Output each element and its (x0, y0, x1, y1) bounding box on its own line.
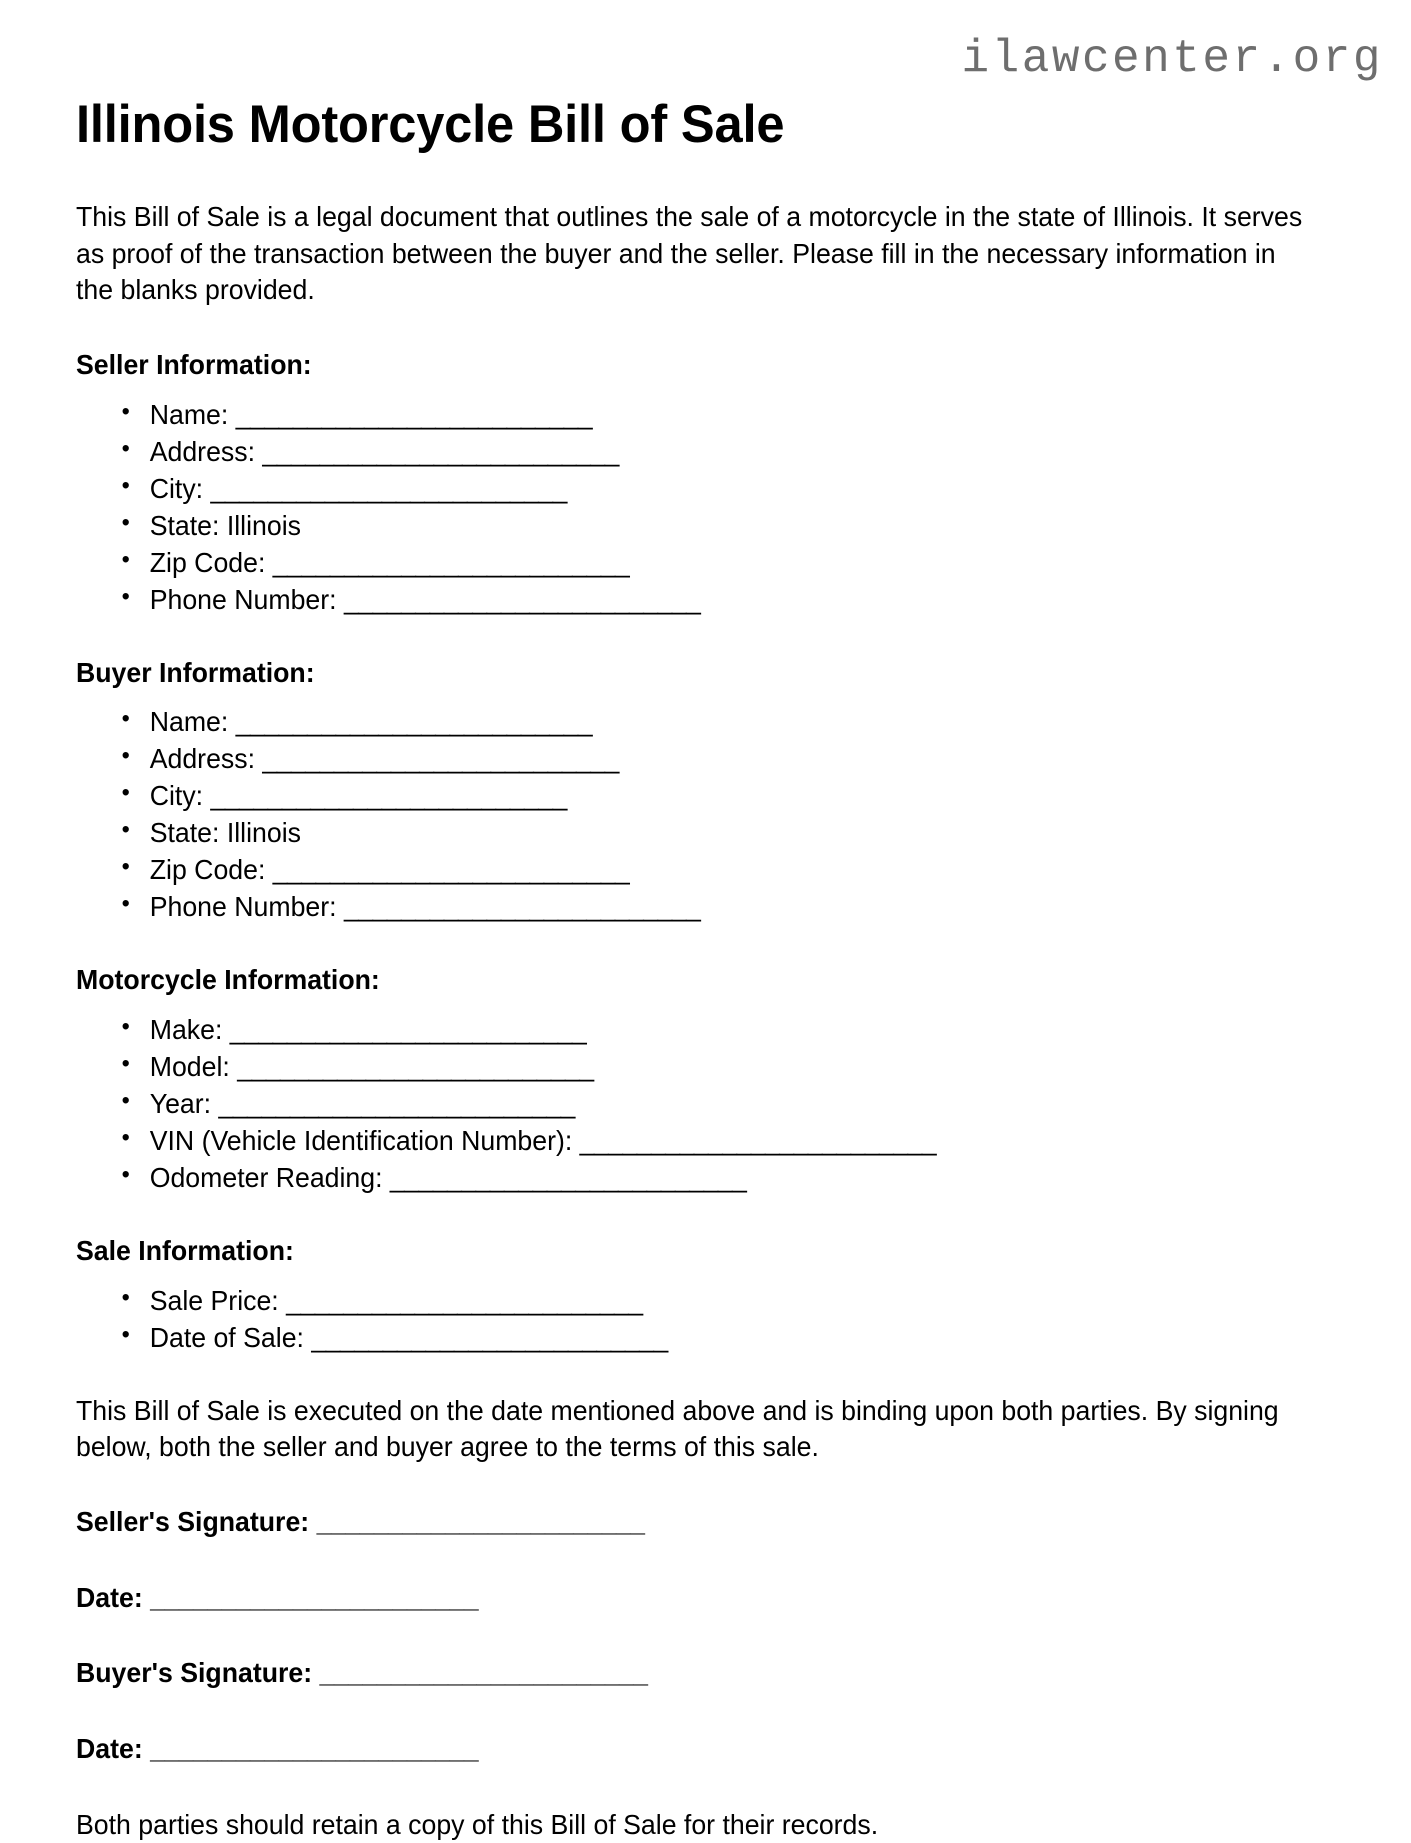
list-item (119, 1320, 1310, 1357)
section-heading-seller: Seller Information: (76, 348, 312, 380)
fill-in-blank[interactable]: _________________________ (262, 435, 619, 467)
fill-in-blank[interactable]: _________________________ (210, 472, 567, 504)
intro-paragraph: This Bill of Sale is a legal document that outlines the sale of a motorcycle in the state of Illinois. It serves as proof of the transaction between the buyer and the seller. Please fill in the necessary information in the blanks provided. (76, 201, 1303, 306)
field-label: Sale Price: (149, 1284, 279, 1316)
signature-label: Buyer's Signature: (76, 1657, 313, 1689)
fill-in-blank[interactable]: _________________________ (235, 706, 593, 738)
list-item (119, 1012, 1310, 1049)
field-label: City: (149, 780, 204, 812)
field-label: Year: (149, 1087, 212, 1119)
field-label: Address: (149, 435, 255, 467)
signature-blank[interactable]: _______________________ (316, 1505, 645, 1537)
field-label: Make: (149, 1013, 223, 1045)
list-item (119, 434, 1310, 471)
list-item (119, 889, 1310, 926)
list-item (119, 1049, 1310, 1086)
section-heading-motorcycle: Motorcycle Information: (76, 964, 380, 996)
signature-label: Seller's Signature: (76, 1505, 310, 1537)
signature-blank[interactable]: _______________________ (319, 1657, 648, 1689)
field-list-sale (76, 1283, 1310, 1357)
field-label: Odometer Reading: (149, 1161, 383, 1193)
fill-in-blank[interactable]: _________________________ (343, 583, 701, 615)
list-item (119, 397, 1310, 434)
fill-in-blank[interactable]: _________________________ (218, 1087, 575, 1119)
field-label: Address: (149, 743, 255, 775)
fill-in-blank[interactable]: _________________________ (235, 398, 593, 430)
list-item (119, 778, 1310, 815)
field-label: Name: (149, 398, 229, 430)
field-label: Zip Code: (149, 854, 266, 886)
fill-in-blank[interactable]: _________________________ (272, 854, 630, 886)
list-item (119, 545, 1310, 582)
fill-in-blank[interactable]: _________________________ (286, 1284, 643, 1316)
list-item (119, 1086, 1310, 1123)
field-label: VIN (Vehicle Identification Number): (149, 1124, 573, 1156)
section-heading-sale: Sale Information: (76, 1234, 294, 1266)
fill-in-blank[interactable]: _________________________ (343, 891, 701, 923)
list-item (119, 471, 1310, 508)
fill-in-blank[interactable]: _________________________ (229, 1013, 587, 1045)
signature-label: Date: (76, 1733, 143, 1764)
field-label: Name: (149, 706, 229, 738)
signature-blank[interactable]: _______________________ (150, 1581, 478, 1613)
page-title: Illinois Motorcycle Bill of Sale (76, 95, 785, 154)
field-list-buyer (76, 704, 1310, 926)
buyer-date-line (76, 1731, 1310, 1767)
field-label: Phone Number: (149, 891, 337, 923)
field-label: Phone Number: (149, 583, 337, 615)
field-label: State: Illinois (149, 817, 301, 849)
closing-note: Both parties should retain a copy of this Bill of Sale for their records. (76, 1808, 879, 1840)
field-label: Model: (149, 1050, 230, 1082)
execution-paragraph: This Bill of Sale is executed on the date mentioned above and is binding upon both parties. By signing below, both the seller and buyer agree to the terms of this sale. (76, 1394, 1279, 1463)
list-item (119, 741, 1310, 778)
list-item (119, 1283, 1310, 1320)
fill-in-blank[interactable]: _________________________ (272, 546, 630, 578)
field-label: Date of Sale: (149, 1321, 304, 1353)
fill-in-blank[interactable]: _________________________ (262, 743, 619, 775)
list-item (119, 852, 1310, 889)
list-item (119, 1160, 1310, 1197)
fill-in-blank[interactable]: _________________________ (210, 780, 567, 812)
buyer-signature-line (76, 1655, 1310, 1691)
signature-label: Date: (76, 1581, 143, 1613)
signature-blank[interactable]: _______________________ (150, 1733, 478, 1764)
fill-in-blank[interactable]: _________________________ (389, 1161, 747, 1193)
field-label: State: Illinois (149, 509, 301, 541)
field-label: City: (149, 472, 204, 504)
seller-date-line (76, 1580, 1310, 1616)
list-item (119, 815, 1310, 852)
site-watermark: ilawcenter.org (961, 33, 1383, 85)
field-list-motorcycle (76, 1012, 1310, 1197)
document-content (76, 96, 1348, 1843)
field-label: Zip Code: (149, 546, 266, 578)
fill-in-blank[interactable]: _________________________ (237, 1050, 594, 1082)
fill-in-blank[interactable]: _________________________ (579, 1124, 937, 1156)
list-item (119, 704, 1310, 741)
seller-signature-line (76, 1504, 1310, 1540)
list-item (119, 508, 1310, 545)
fill-in-blank[interactable]: _________________________ (311, 1321, 668, 1353)
list-item (119, 1123, 1310, 1160)
list-item (119, 582, 1310, 619)
section-heading-buyer: Buyer Information: (76, 656, 315, 688)
field-list-seller (76, 397, 1310, 619)
